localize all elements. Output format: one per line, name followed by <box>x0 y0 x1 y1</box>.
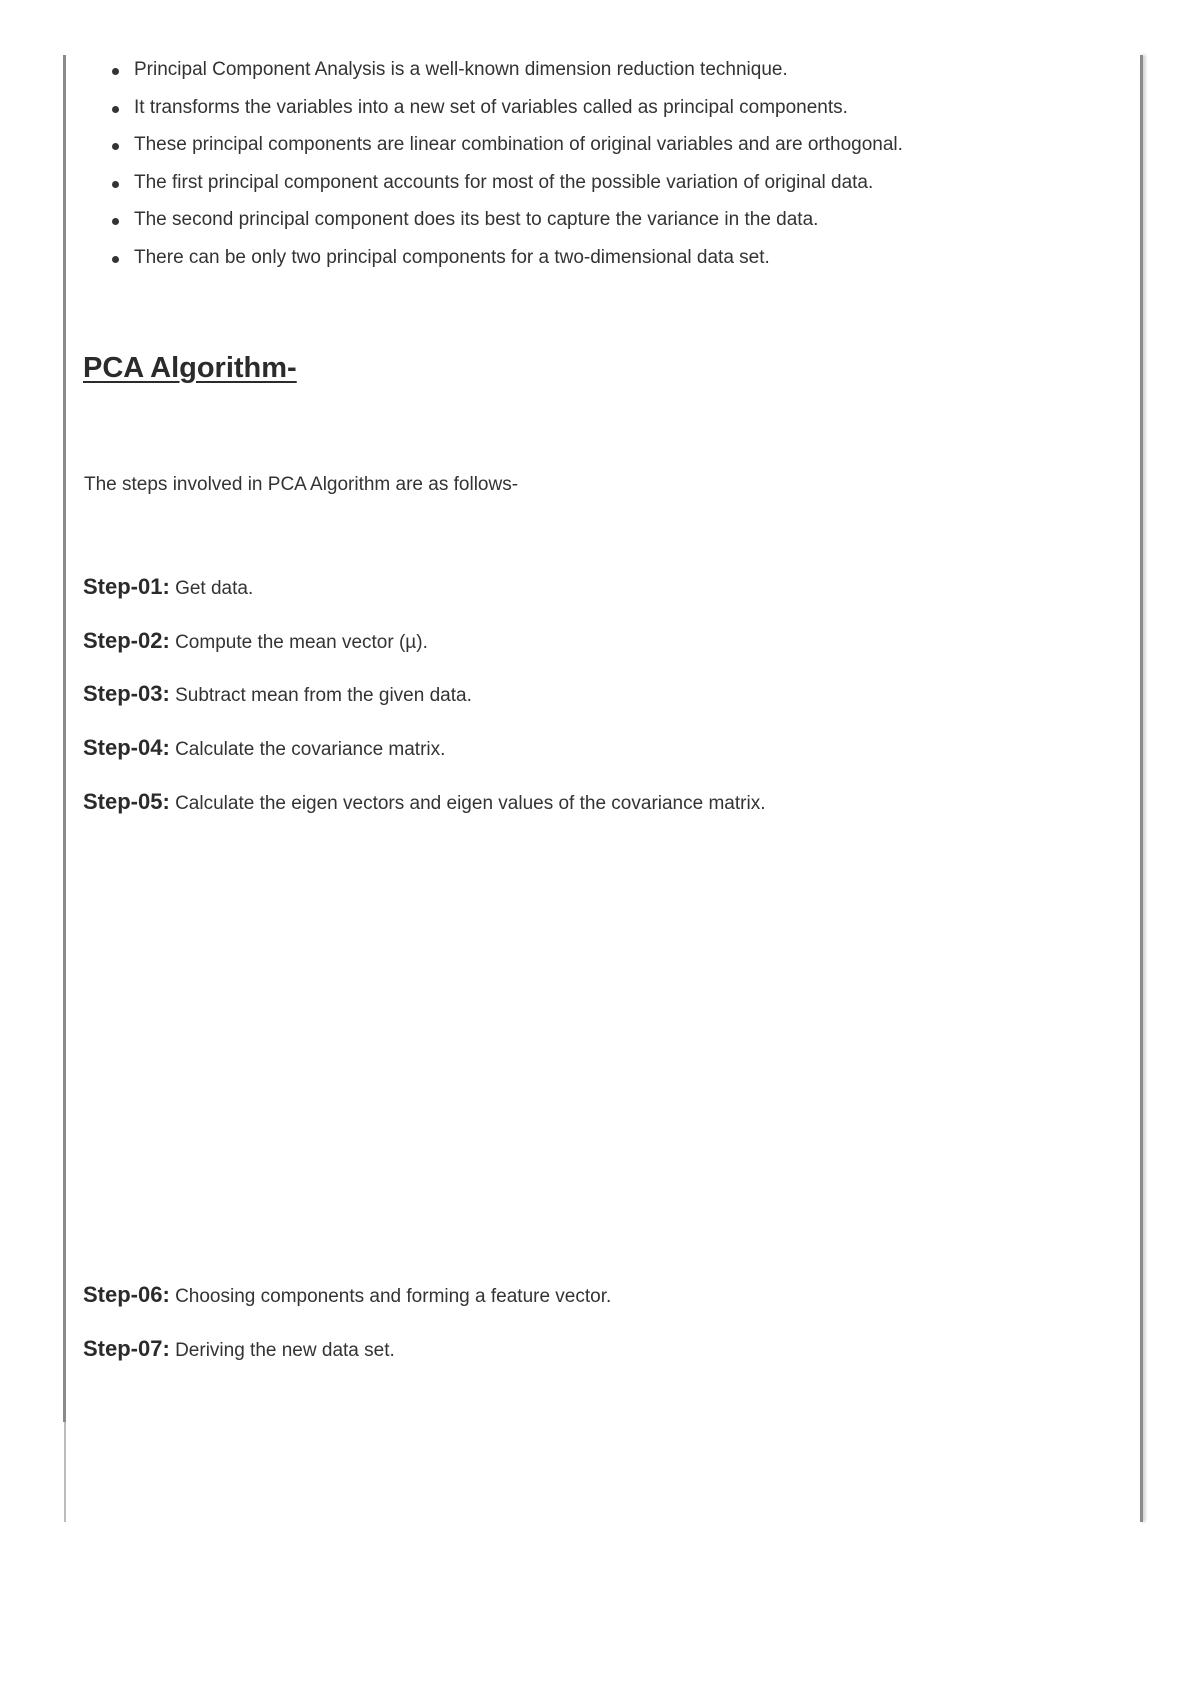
step-07 <box>83 1336 395 1362</box>
list-item: The second principal component does its best to capture the variance in the data. <box>110 202 1110 240</box>
step-label: Step-04: <box>83 735 170 760</box>
list-item: The first principal component accounts for most of the possible variation of original data. <box>110 165 1110 203</box>
step-text: Get data. <box>169 578 254 599</box>
step-text: Subtract mean from the given data. <box>169 685 472 706</box>
step-text: Deriving the new data set. <box>169 1340 395 1361</box>
list-item: Principal Component Analysis is a well-known dimension reduction technique. <box>110 52 1110 90</box>
step-text: Calculate the covariance matrix. <box>169 739 446 760</box>
list-item: It transforms the variables into a new set of variables called as principal components. <box>110 90 1110 128</box>
list-item: There can be only two principal components for a two-dimensional data set. <box>110 240 1110 278</box>
section-intro: The steps involved in PCA Algorithm are as follows- <box>84 474 519 495</box>
right-border <box>1140 55 1143 1522</box>
step-05 <box>83 789 765 815</box>
pca-facts-list <box>110 52 1110 278</box>
left-border-lower <box>64 1422 66 1522</box>
step-label: Step-01: <box>83 574 170 599</box>
step-label: Step-03: <box>83 681 170 706</box>
section-heading: PCA Algorithm- <box>83 352 297 384</box>
step-06 <box>83 1282 611 1308</box>
list-item: These principal components are linear combination of original variables and are orthogonal. <box>110 127 1110 165</box>
step-label: Step-02: <box>83 628 170 653</box>
step-03 <box>83 681 472 707</box>
step-01 <box>83 574 253 600</box>
step-text: Calculate the eigen vectors and eigen values of the covariance matrix. <box>169 793 766 814</box>
step-text: Compute the mean vector (µ). <box>169 632 428 653</box>
step-label: Step-06: <box>83 1282 170 1307</box>
left-border <box>63 55 66 1422</box>
step-label: Step-05: <box>83 789 170 814</box>
step-04 <box>83 735 445 761</box>
step-label: Step-07: <box>83 1336 170 1361</box>
step-text: Choosing components and forming a feature vector. <box>169 1286 612 1307</box>
step-02 <box>83 628 428 654</box>
